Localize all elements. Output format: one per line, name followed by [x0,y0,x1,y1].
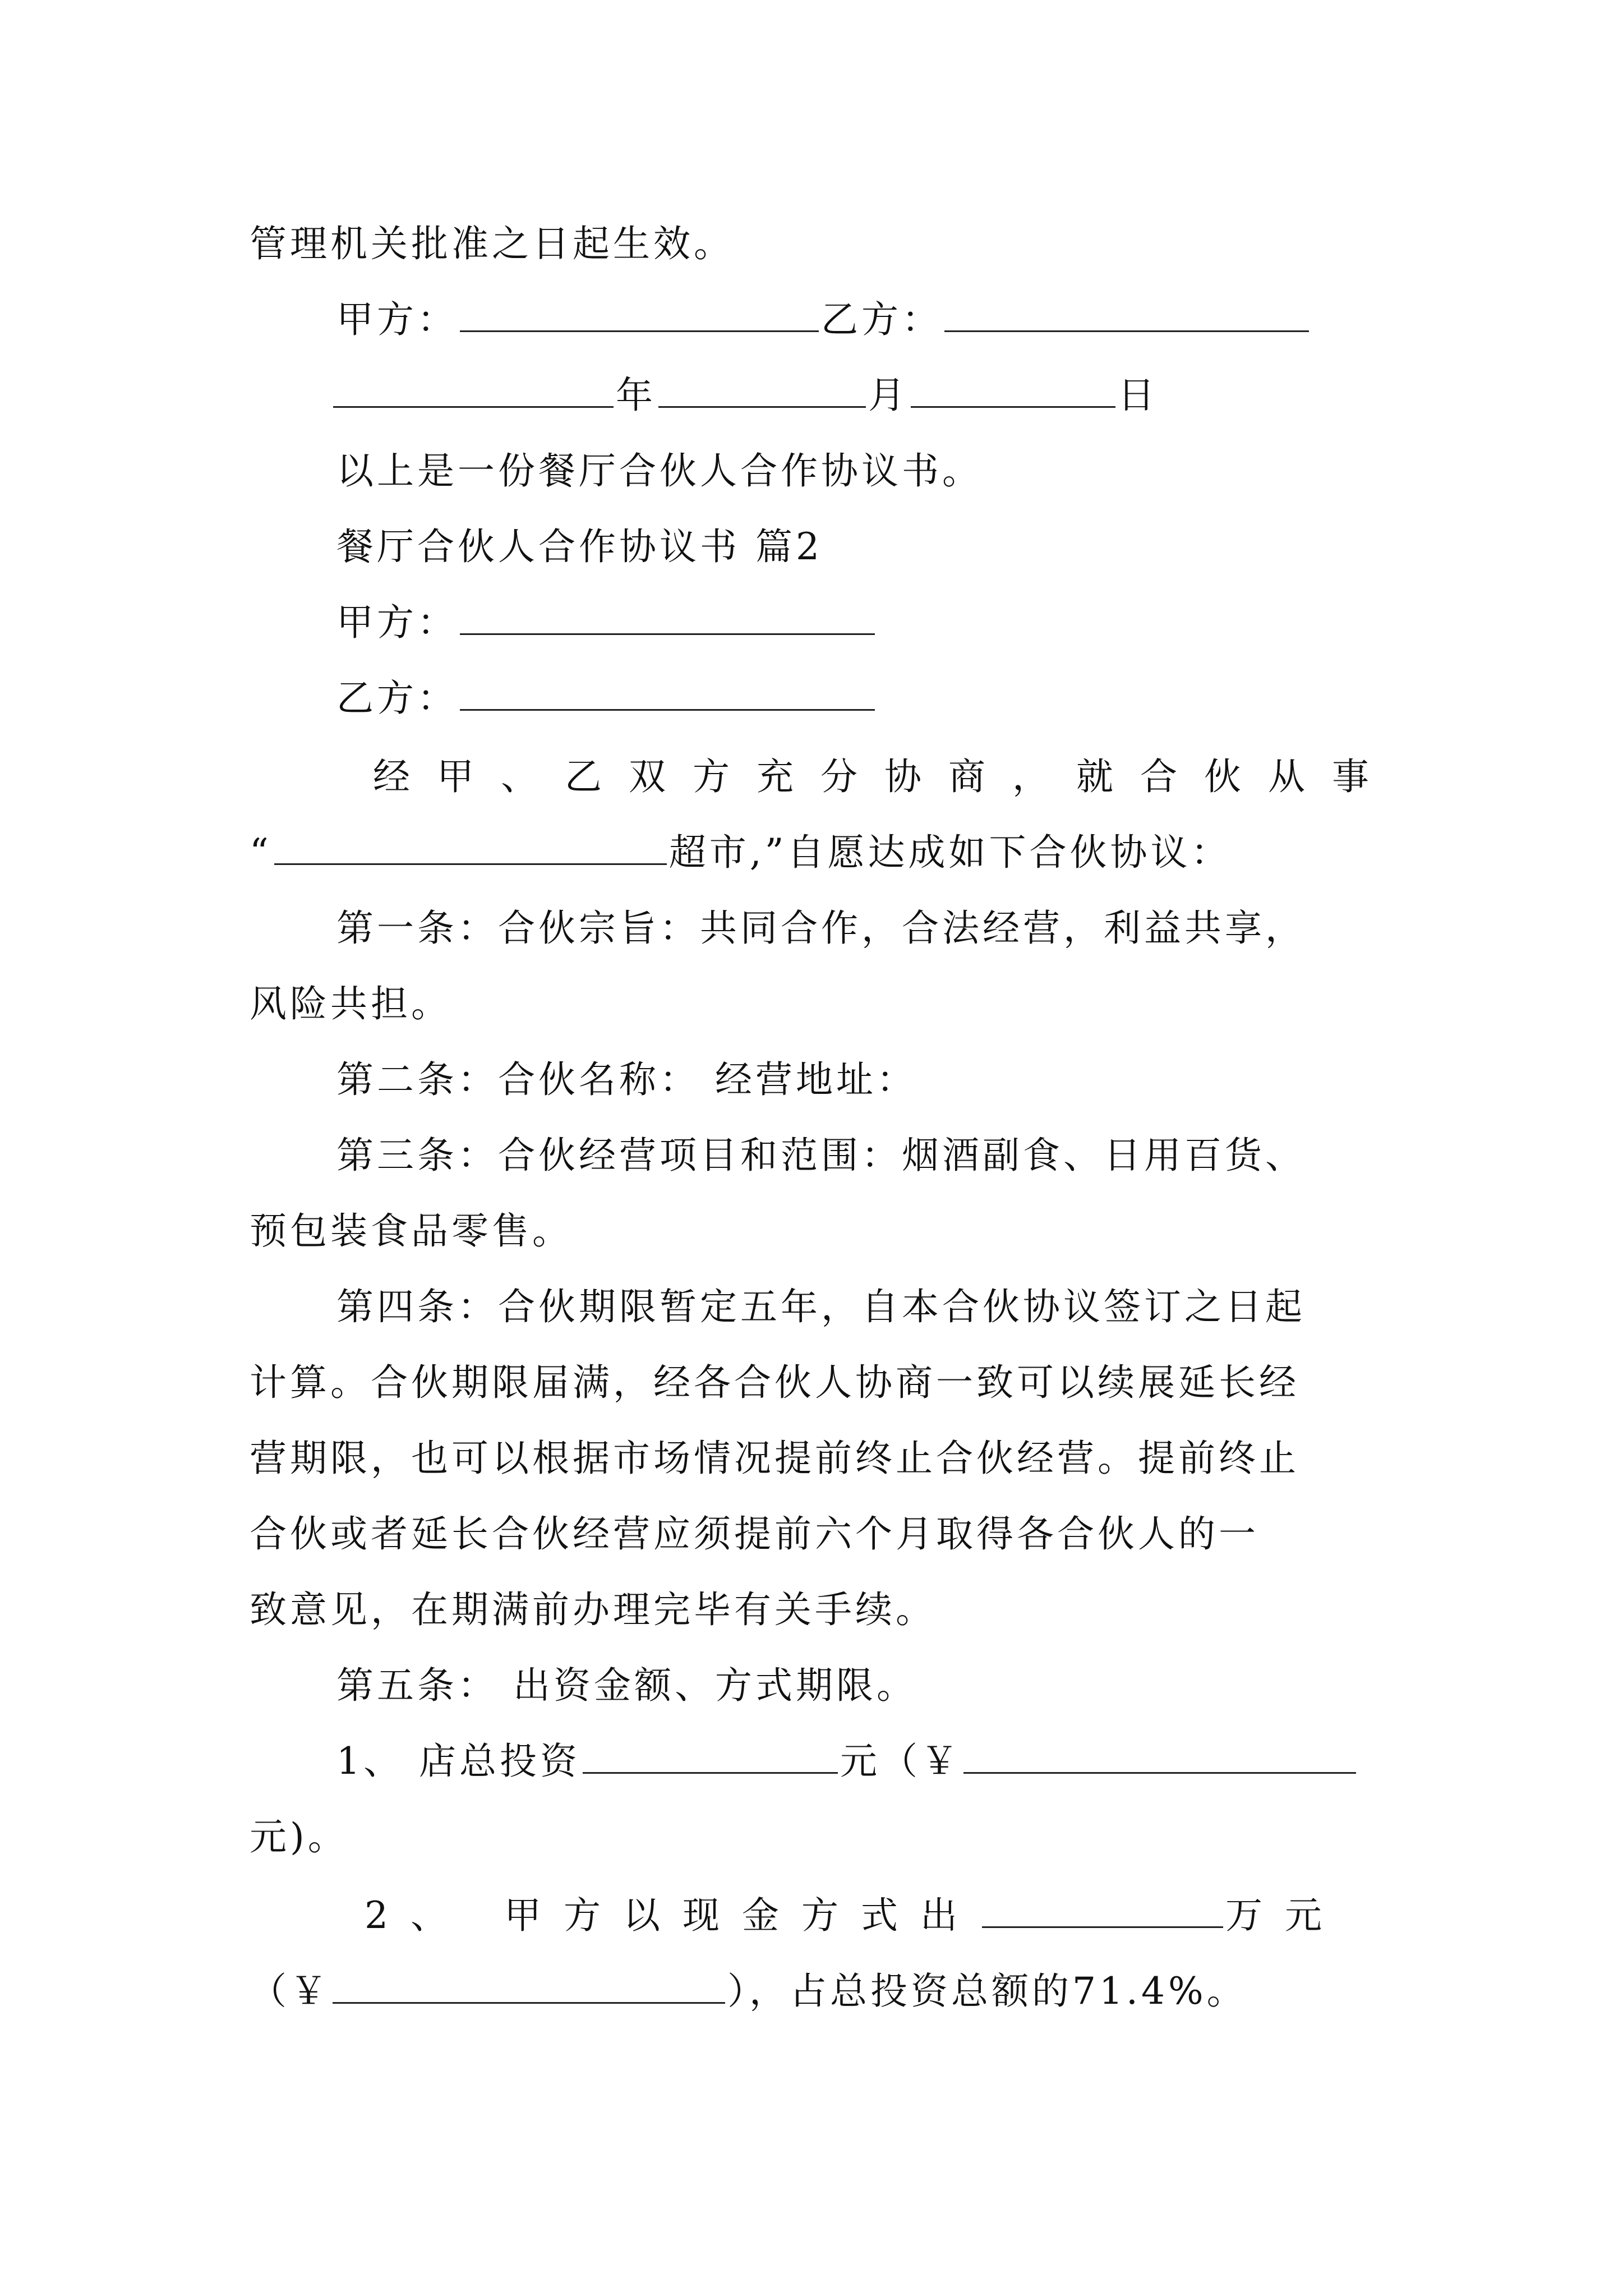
total-investment-blank [583,1738,838,1774]
year-blank [333,372,614,408]
text: 合伙或者延长合伙经营应须提前六个月取得各合伙人的一 [250,1512,1259,1556]
party-b-blank [944,297,1309,332]
text: 1、 店总投资 [336,1740,580,1783]
paragraph-line [250,1358,1299,1408]
paragraph-line [250,1206,573,1257]
text: 第一条：合伙宗旨：共同合作，合法经营，利益共享， [336,907,1306,950]
text: 营期限，也可以根据市场情况提前终止合伙经营。提前终止 [250,1437,1299,1480]
paragraph-line [250,1433,1299,1484]
paragraph-line [250,1966,1247,2017]
party-b-line [336,673,877,724]
party-a-cash-yuan-blank [333,1968,725,2004]
signature-line [336,295,1311,345]
text: 超市,”自愿达成如下合伙协议： [668,831,1232,874]
business-name-blank [274,830,667,865]
paragraph-line [250,979,451,1029]
party-b-label: 乙方： [821,298,942,341]
paragraph-line [365,1890,1344,1941]
text: 经甲、乙双方充分协商，就合伙从事 [373,755,1396,798]
text: 管理机关批准之日起生效。 [250,222,734,265]
text: 餐厅合伙人合作协议书 篇2 [336,525,823,568]
text: 第四条：合伙期限暂定五年，自本合伙协议签订之日起 [336,1285,1306,1328]
paragraph-line [336,1055,917,1105]
text: （￥ [250,1970,330,2013]
text: 计算。合伙期限届满，经各合伙人协商一致可以续展延长经 [250,1361,1299,1404]
section-title [336,522,823,572]
paragraph-line [250,1585,936,1635]
text: 2、 甲方以现金方式出 [365,1894,980,1937]
paragraph-line [336,1282,1306,1332]
party-a-cash-blank [982,1893,1223,1928]
month-label: 月 [868,374,909,417]
text: 第三条：合伙经营项目和范围：烟酒副食、日用百货、 [336,1134,1306,1177]
text: 元)。 [250,1815,348,1858]
paragraph-line [250,827,1231,878]
day-blank [911,372,1115,408]
text: 致意见，在期满前办理完毕有关手续。 [250,1588,936,1631]
day-label: 日 [1118,374,1158,417]
party-a-blank [460,297,819,332]
text: 风险共担。 [250,982,451,1025]
year-label: 年 [616,374,656,417]
total-investment-yuan-blank [963,1738,1356,1774]
party-a-label: 甲方： [336,298,458,341]
paragraph-line [250,1812,348,1862]
text: 以上是一份餐厅合伙人合作协议书。 [336,449,983,493]
paragraph-line [250,1509,1259,1559]
text: 元（￥ [840,1740,961,1783]
text: 第二条：合伙名称： 经营地址： [336,1058,917,1101]
paragraph-line [336,1660,917,1711]
open-quote: “ [250,831,272,874]
month-blank [658,372,866,408]
text: ），占总投资总额的71.4%。 [727,1970,1247,2013]
party-b-label: 乙方： [336,677,458,720]
date-line [331,370,1158,421]
paragraph-line [336,1130,1306,1181]
party-a-blank [460,600,875,635]
party-a-label: 甲方： [336,601,458,644]
text: 万元 [1225,1894,1344,1937]
party-a-line [336,597,877,648]
paragraph-line [336,1736,1358,1787]
party-b-blank [460,675,875,711]
paragraph-line [373,752,1396,802]
paragraph-line [336,446,983,496]
paragraph-line [336,903,1306,954]
paragraph-line [250,219,734,269]
text: 第五条： 出资金额、方式期限。 [336,1664,917,1707]
text: 预包装食品零售。 [250,1209,573,1253]
